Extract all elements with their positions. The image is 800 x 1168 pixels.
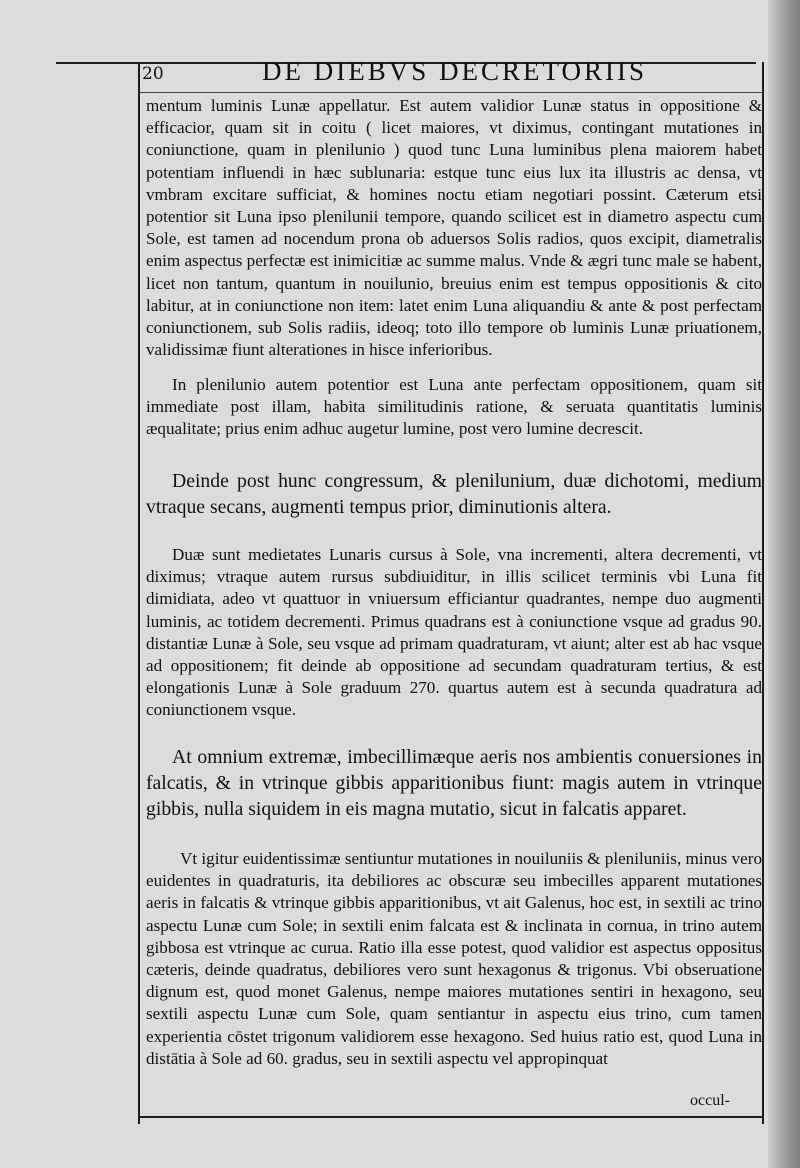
header-rule	[140, 92, 762, 93]
frame-rule-bottom	[140, 1116, 762, 1118]
aphorism-1: Deinde post hunc congressum, & plenilunium, duæ dichotomi, medium vtraque secans, augmenti tempus prior, diminutionis altera.	[146, 470, 762, 518]
frame-rule-left	[138, 62, 140, 1124]
page-number: 20	[142, 64, 164, 84]
commentary-paragraph-3: Duæ sunt medietates Lunaris cursus à Sole, vna incrementi, altera decrementi, vt diximus; vtraque autem rursus subdiuiditur, in illis scilicet terminis vbi Luna fit dimidiata, adeo vt quattuor in vniuersum efficiantur quadrantes, nempe duo augmenti luminis, ac totidem decrementi. Primus quadrans est à coniunctione vsque ad gradus 90. distantiæ Lunæ à Sole, seu vsque ad primam quadraturam, vt aiunt; alter est ab hac vsque ad oppositionem; fit deinde ab oppositione ad secundam quadraturam tertius, & est elongationis Lunæ à Sole graduum 270. quartus autem est à secunda quadratura ad coniunctionem vsque.	[146, 545, 762, 720]
aphorism-2: At omnium extremæ, imbecillimæque aeris nos ambientis conuersiones in falcatis, & in vtrinque gibbis apparitionibus fiunt: magis autem in vtrinque gibbis, nulla siquidem in eis magna mutatio, sicut in falcatis apparet.	[146, 746, 762, 820]
catchword: occul-	[690, 1092, 730, 1109]
commentary-paragraph-2: In plenilunio autem potentior est Luna ante perfectam oppositionem, quam sit immediate post illam, habita similitudinis ratione, & seruata quantitatis luminis æqualitate; prius enim adhuc augetur lumine, post vero lumine decrescit.	[146, 375, 762, 439]
commentary-paragraph-4: Vt igitur euidentissimæ sentiuntur mutationes in nouiluniis & pleniluniis, minus vero euidentes in quadraturis, ita debiliores ac obscuræ seu imbecilles apparent mutationes aeris in falcatis & vtrinque gibbis apparitionibus, vt ait Galenus, hoc est, in sextili ac trino aspectu Lunæ cum Sole; in sextili enim falcata est & inclinata in cornua, in trino autem gibbosa est vtrinque ac curua. Ratio illa esse potest, quod validior est aspectus oppositus cæteris, deinde quadratus, debiliores vero sunt hexagonus & trigonus. Vbi obseruatione dignum est, quod monet Galenus, nempe maiores mutationes sentiri in hexagono, seu sextili aspectu Lunæ cum Sole, quam sentiantur in aspectu eius trino, cum tamen experientia cōstet trigonum validiorem esse hexagono. Sed huius ratio est, quod Luna in distātia à Sole ad 60. gradus, seu in sextili aspectu vel appropinquat	[146, 849, 762, 1068]
frame-rule-right	[762, 62, 764, 1124]
commentary-paragraph-1: mentum luminis Lunæ appellatur. Est autem validior Lunæ status in oppositione & efficacior, quam sit in coitu ( licet maiores, vt diximus, contingant mutationes in coniunctione, quam in plenilunio ) quod tunc Luna luminibus plena maiorem habet potentiam influendi in hæc sublunaria: estque tunc eius lux ita illustris ac densa, vt vmbram excitare sufficiat, & homines noctu etiam negotiari possint. Cæterum etsi potentior sit Luna ipso plenilunii tempore, quando scilicet est in diametro aspectu cum Sole, est tamen ad nocendum prona ob aduersos Solis radios, quos excipit, diametralis enim aspectus perfectæ est inimicitiæ ac summe malus. Vnde & ægri tunc male se habent, licet non tantum, quantum in nouilunio, breuius enim est tempus oppositionis & cito labitur, at in coniunctione non item: latet enim Luna aliquandiu & ante & post perfectam coniunctionem, sub Solis radiis, ideoq; toto illo tempore ob luminis Lunæ priuationem, validissimæ fiunt alterationes in hisce inferioribus.	[146, 96, 762, 360]
running-title: DE DIEBVS DECRETORIIS	[262, 56, 648, 86]
page-edge-shadow	[768, 0, 800, 1168]
